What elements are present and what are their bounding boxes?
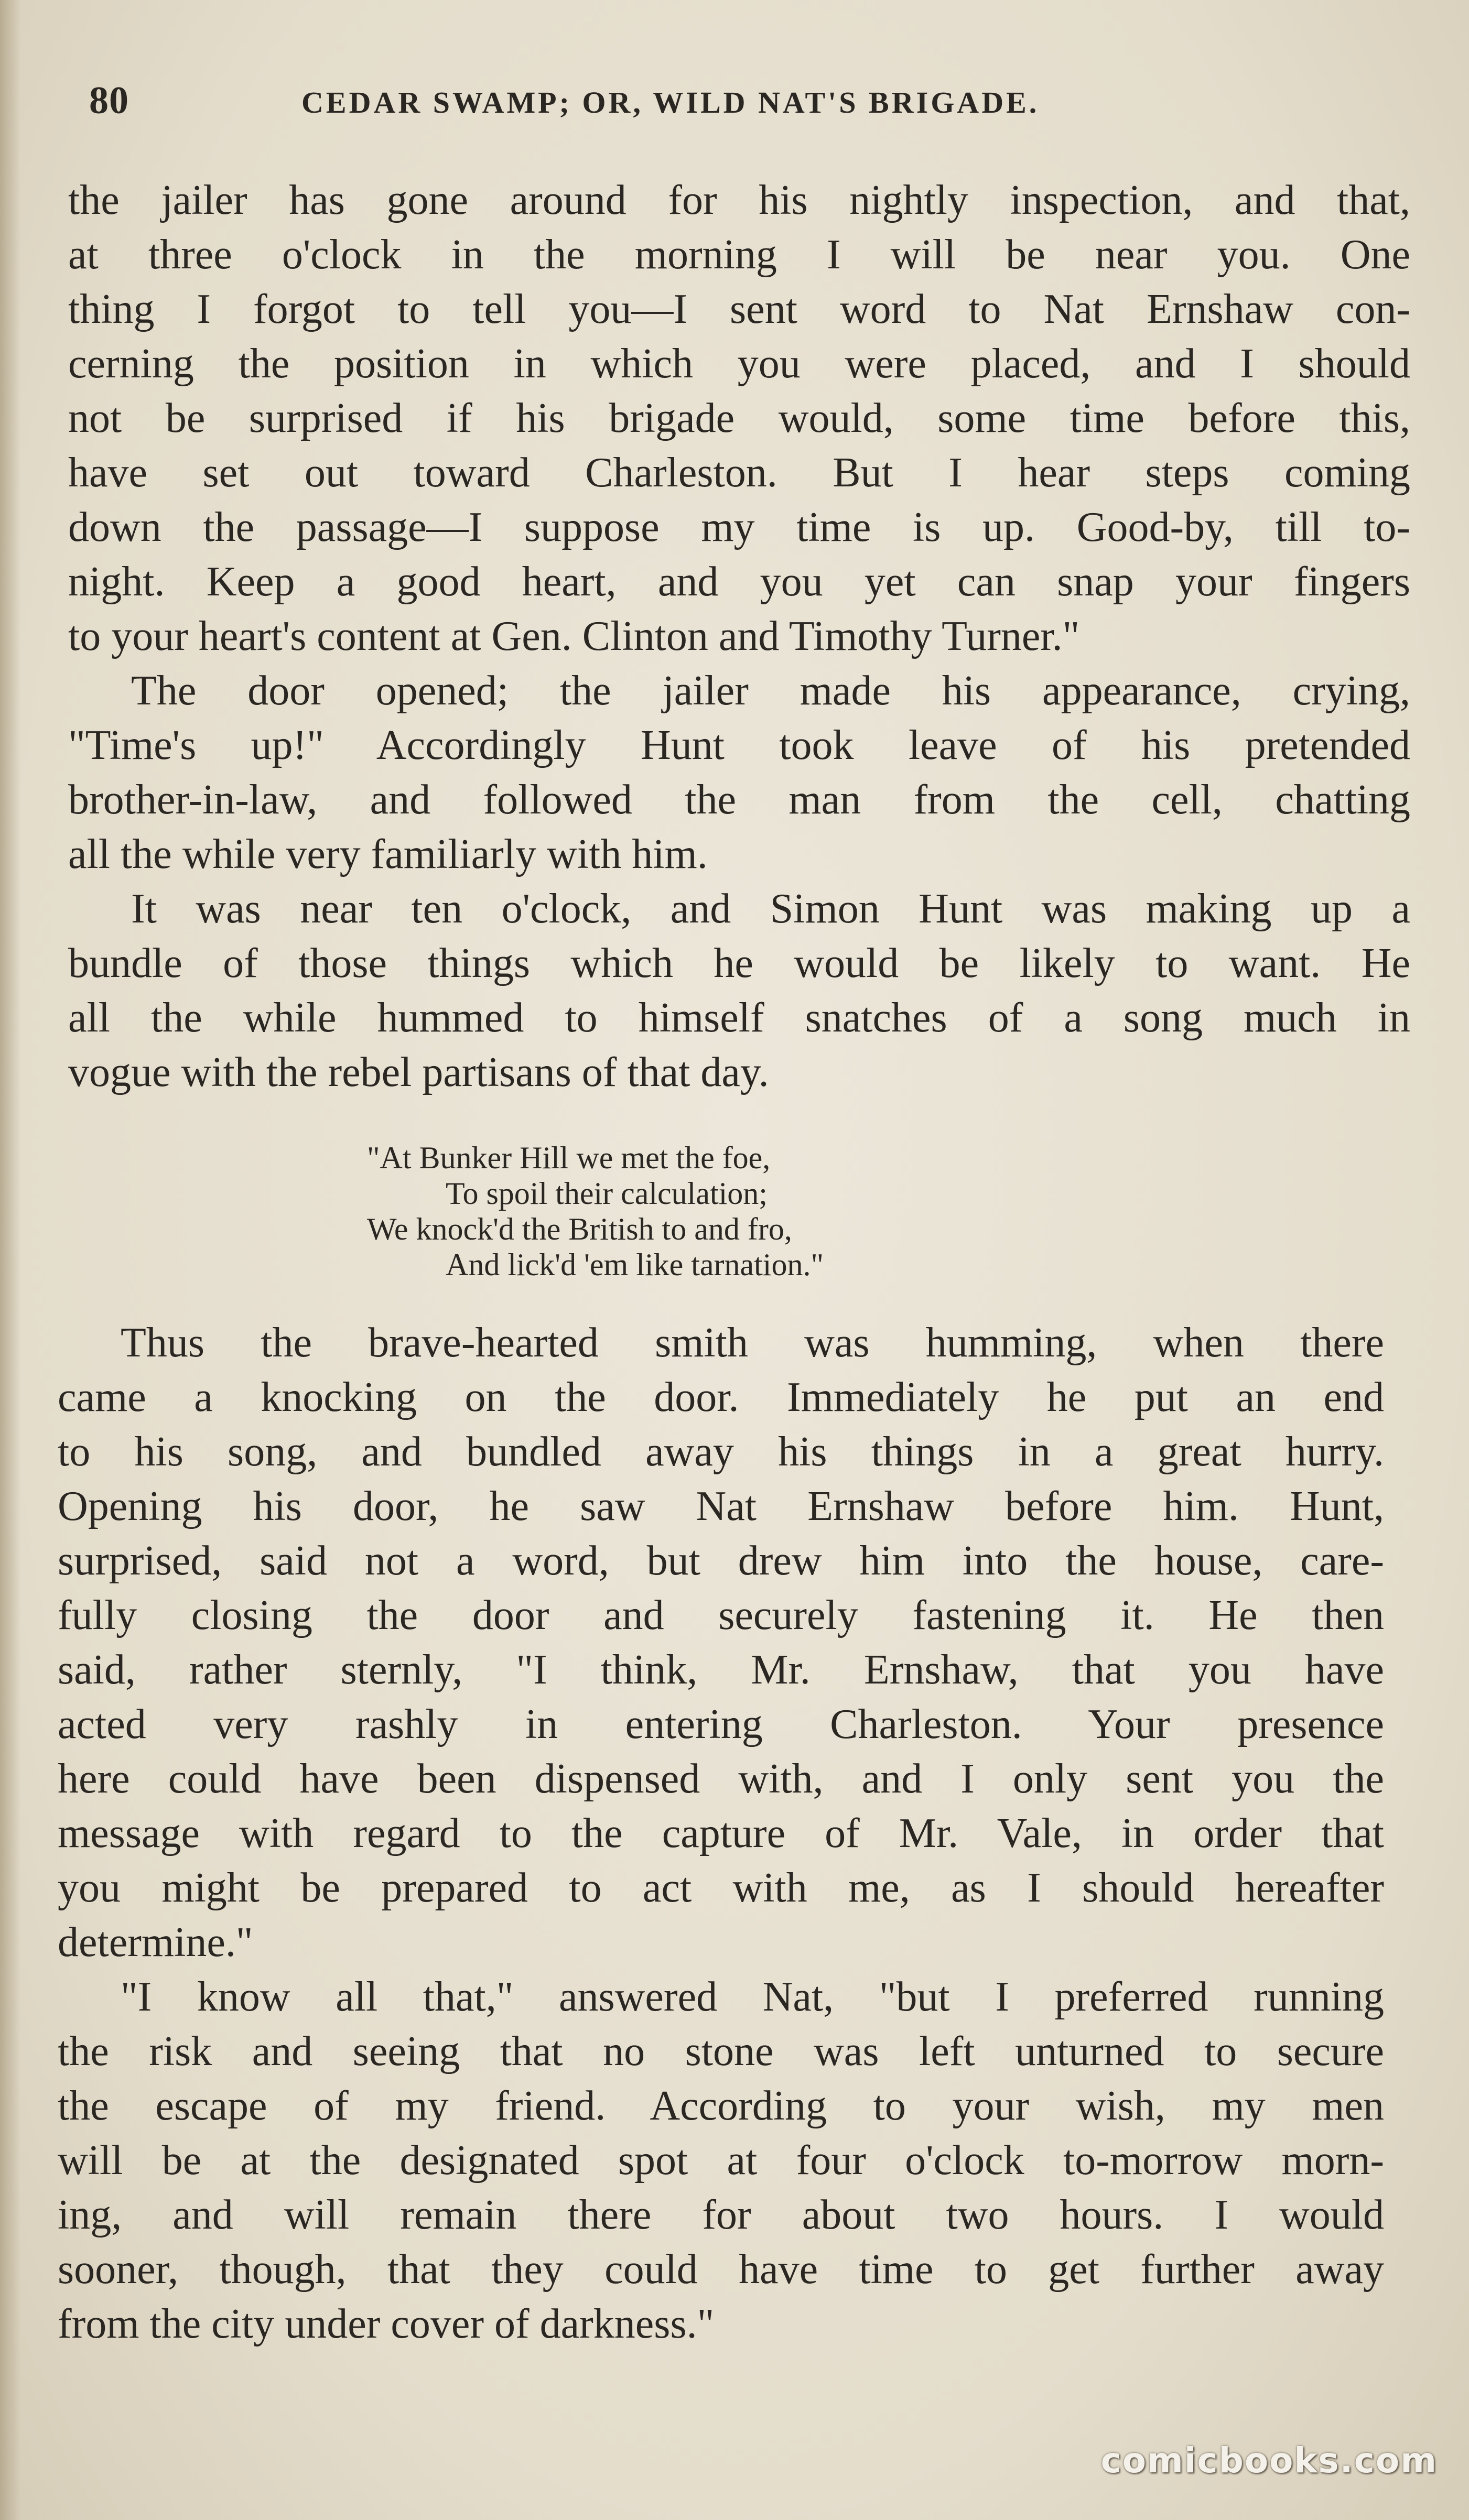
text-line: Opening his door, he saw Nat Ernshaw before him. Hunt, [58,1483,1384,1529]
text-line: you might be prepared to act with me, as I should hereafter [58,1865,1384,1911]
text-line: all the while hummed to himself snatches of a song much in [68,995,1410,1041]
text-line: bundle of those things which he would be likely to want. He [68,940,1410,986]
text-line: from the city under cover of darkness." [58,2301,715,2347]
text-line: fully closing the door and securely fastening it. He then [58,1592,1384,1638]
text-line: ing, and will remain there for about two hours. I would [58,2192,1384,2238]
text-line: "Time's up!" Accordingly Hunt took leave of his pretended [68,722,1410,768]
text-line: down the passage—I suppose my time is up. Good-by, till to- [68,504,1410,550]
text-line: cerning the position in which you were placed, and I should [68,341,1410,387]
text-line: night. Keep a good heart, and you yet can snap your fingers [68,559,1410,605]
text-line: thing I forgot to tell you—I sent word to Nat Ernshaw con- [68,286,1410,332]
text-line: The door opened; the jailer made his appearance, crying, [131,668,1410,714]
verse-line: We knock'd the British to and fro, [367,1212,792,1246]
page-number: 80 [89,79,129,122]
text-line: here could have been dispensed with, and I only sent you the [58,1756,1384,1802]
text-line: acted very rashly in entering Charleston. Your presence [58,1701,1384,1747]
text-line: all the while very familiarly with him. [68,831,708,877]
verse-line: To spoil their calculation; [446,1176,768,1211]
text-line: message with regard to the capture of Mr. Vale, in order that [58,1810,1384,1856]
text-line: came a knocking on the door. Immediately he put an end [58,1374,1384,1420]
text-line: determine." [58,1919,253,1965]
text-line: Thus the brave-hearted smith was humming, when there [121,1320,1384,1366]
verse-line: "At Bunker Hill we met the foe, [367,1140,771,1175]
text-line: the jailer has gone around for his nightly inspection, and that, [68,177,1410,223]
text-line: the risk and seeing that no stone was left unturned to secure [58,2028,1384,2074]
text-line: to his song, and bundled away his things in a great hurry. [58,1429,1384,1475]
body-text-bottom [58,1316,1384,2351]
verse-line: And lick'd 'em like tarnation." [446,1247,824,1282]
watermark-logo: comicbooks.com [1100,2440,1438,2481]
text-line: have set out toward Charleston. But I hear steps coming [68,450,1410,496]
text-line: said, rather sternly, "I think, Mr. Ernshaw, that you have [58,1647,1384,1693]
text-line: will be at the designated spot at four o'clock to-morrow morn- [58,2137,1384,2184]
text-line: brother-in-law, and followed the man from the cell, chatting [68,777,1410,823]
text-line: not be surprised if his brigade would, some time before this, [68,395,1410,441]
text-line: the escape of my friend. According to your wish, my men [58,2083,1384,2129]
text-line: sooner, though, that they could have time to get further away [58,2246,1384,2293]
body-text-top [68,173,1410,1100]
text-line: at three o'clock in the morning I will be near you. One [68,232,1410,278]
text-line: surprised, said not a word, but drew him into the house, care- [58,1538,1384,1584]
page-header [89,79,1400,136]
running-title: CEDAR SWAMP; OR, WILD NAT'S BRIGADE. [301,85,1040,120]
song-verse [367,1140,1101,1283]
page-edge-shadow [0,0,21,2520]
text-line: vogue with the rebel partisans of that day. [68,1049,769,1095]
text-line: to your heart's content at Gen. Clinton and Timothy Turner." [68,613,1080,659]
text-line: It was near ten o'clock, and Simon Hunt was making up a [131,886,1410,932]
text-line: "I know all that," answered Nat, "but I preferred running [121,1974,1384,2020]
